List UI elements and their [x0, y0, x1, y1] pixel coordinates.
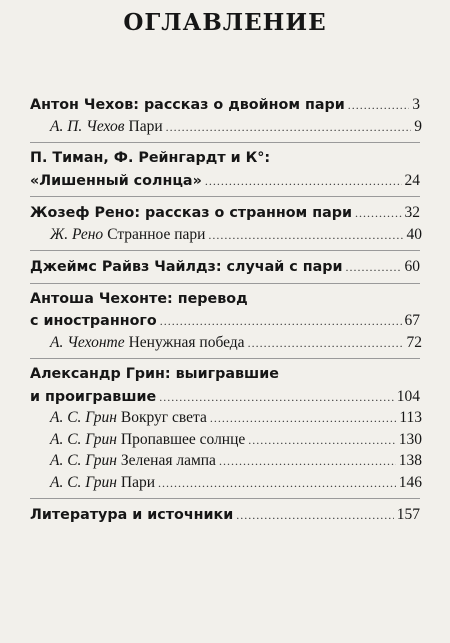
toc-main-entry-line: [0, 504, 450, 526]
toc-main-entry-line: [0, 148, 450, 170]
dot-leader: [158, 473, 396, 495]
toc-page-number: 138: [398, 452, 422, 469]
toc-sub-entry-author: А. П. Чехов: [50, 117, 125, 135]
toc-section: [0, 289, 450, 354]
toc-sub-entry-title: Зеленая лампа: [120, 452, 216, 469]
toc-page-number: 32: [404, 204, 420, 221]
toc-section: [0, 504, 450, 526]
dot-leader: [205, 171, 402, 193]
toc-page-number: 3: [412, 96, 420, 113]
toc-sub-entry-title: Пари: [120, 473, 156, 491]
dot-leader: [210, 408, 396, 430]
toc-main-entry-title: Жозеф Рено: рассказ о странном пари: [30, 205, 352, 221]
table-of-contents: [0, 94, 450, 526]
toc-page-number: 72: [406, 333, 422, 351]
toc-section: [0, 148, 450, 191]
toc-main-entry-title: П. Тиман, Ф. Рейнгардт и К°:: [30, 150, 271, 166]
toc-main-entry-title: с иностранного: [30, 313, 157, 329]
dot-leader: [248, 333, 404, 355]
dot-leader: [219, 451, 396, 473]
section-divider: [30, 142, 420, 143]
toc-main-entry-line: [0, 310, 450, 332]
dot-leader: [248, 430, 395, 452]
section-divider: [30, 196, 420, 197]
toc-main-entry-line: [0, 256, 450, 278]
dot-leader: [160, 311, 402, 333]
toc-sub-entry-title: Пропавшее солнце: [120, 430, 246, 448]
dot-leader: [159, 387, 394, 409]
toc-main-entry-line: [0, 202, 450, 224]
toc-page-number: 104: [396, 387, 420, 405]
dot-leader: [348, 95, 409, 117]
toc-page-number: 9: [414, 117, 422, 135]
toc-main-entry-title: Джеймс Райвз Чайлдз: случай с пари: [30, 259, 343, 275]
toc-main-entry-title: Александр Грин: выигравшие: [30, 366, 279, 382]
section-divider: [30, 498, 420, 499]
dot-leader: [208, 225, 403, 247]
toc-main-entry-title: и проигравшие: [30, 388, 157, 405]
toc-section: [0, 202, 450, 245]
toc-page-number: 40: [406, 225, 422, 243]
toc-page-number: 113: [399, 409, 422, 426]
dot-leader: [236, 505, 394, 527]
toc-main-entry-line: [0, 94, 450, 116]
dot-leader: [345, 257, 401, 279]
toc-section: [0, 364, 450, 493]
toc-sub-entry: [0, 429, 450, 451]
toc-main-entry-title: Антон Чехов: рассказ о двойном пари: [30, 97, 345, 113]
toc-sub-entry-author: А. Чехонте: [50, 333, 125, 351]
toc-main-entry-line: [0, 364, 450, 386]
toc-main-entry-line: [0, 289, 450, 311]
toc-page-number: 67: [404, 312, 420, 329]
section-divider: [30, 358, 420, 359]
toc-section: [0, 94, 450, 137]
toc-sub-entry-author: А. С. Грин: [50, 430, 117, 448]
toc-main-entry-title: «Лишенный солнца»: [30, 172, 202, 189]
toc-section: [0, 256, 450, 278]
dot-leader: [166, 117, 412, 139]
toc-sub-entry: [0, 472, 450, 494]
toc-sub-entry: [0, 332, 450, 354]
toc-sub-entry-title: Вокруг света: [120, 409, 207, 426]
section-divider: [30, 250, 420, 251]
toc-main-entry-title: Антоша Чехонте: перевод: [30, 290, 248, 307]
toc-sub-entry-author: А. С. Грин: [50, 409, 117, 426]
toc-sub-entry-author: Ж. Рено: [50, 225, 104, 243]
toc-main-entry-title: Литература и источники: [30, 507, 234, 523]
toc-sub-entry: [0, 116, 450, 138]
section-divider: [30, 283, 420, 284]
toc-sub-entry-author: А. С. Грин: [50, 473, 117, 491]
toc-page-number: 24: [404, 171, 420, 189]
toc-sub-entry-title: Пари: [128, 117, 163, 135]
toc-sub-entry-title: Ненужная победа: [128, 333, 245, 351]
toc-sub-entry-author: А. С. Грин: [50, 452, 117, 469]
toc-sub-entry: [0, 224, 450, 246]
toc-page-number: 60: [404, 258, 420, 275]
dot-leader: [355, 203, 402, 225]
toc-page-number: 146: [398, 473, 422, 491]
toc-page-number: 130: [398, 430, 422, 448]
toc-main-entry-line: [0, 386, 450, 408]
toc-sub-entry: [0, 450, 450, 472]
page-title: ОГЛАВЛЕНИЕ: [123, 9, 327, 36]
toc-sub-entry-title: Странное пари: [107, 225, 206, 243]
toc-main-entry-line: [0, 170, 450, 192]
toc-page-number: 157: [396, 506, 420, 523]
toc-sub-entry: [0, 407, 450, 429]
